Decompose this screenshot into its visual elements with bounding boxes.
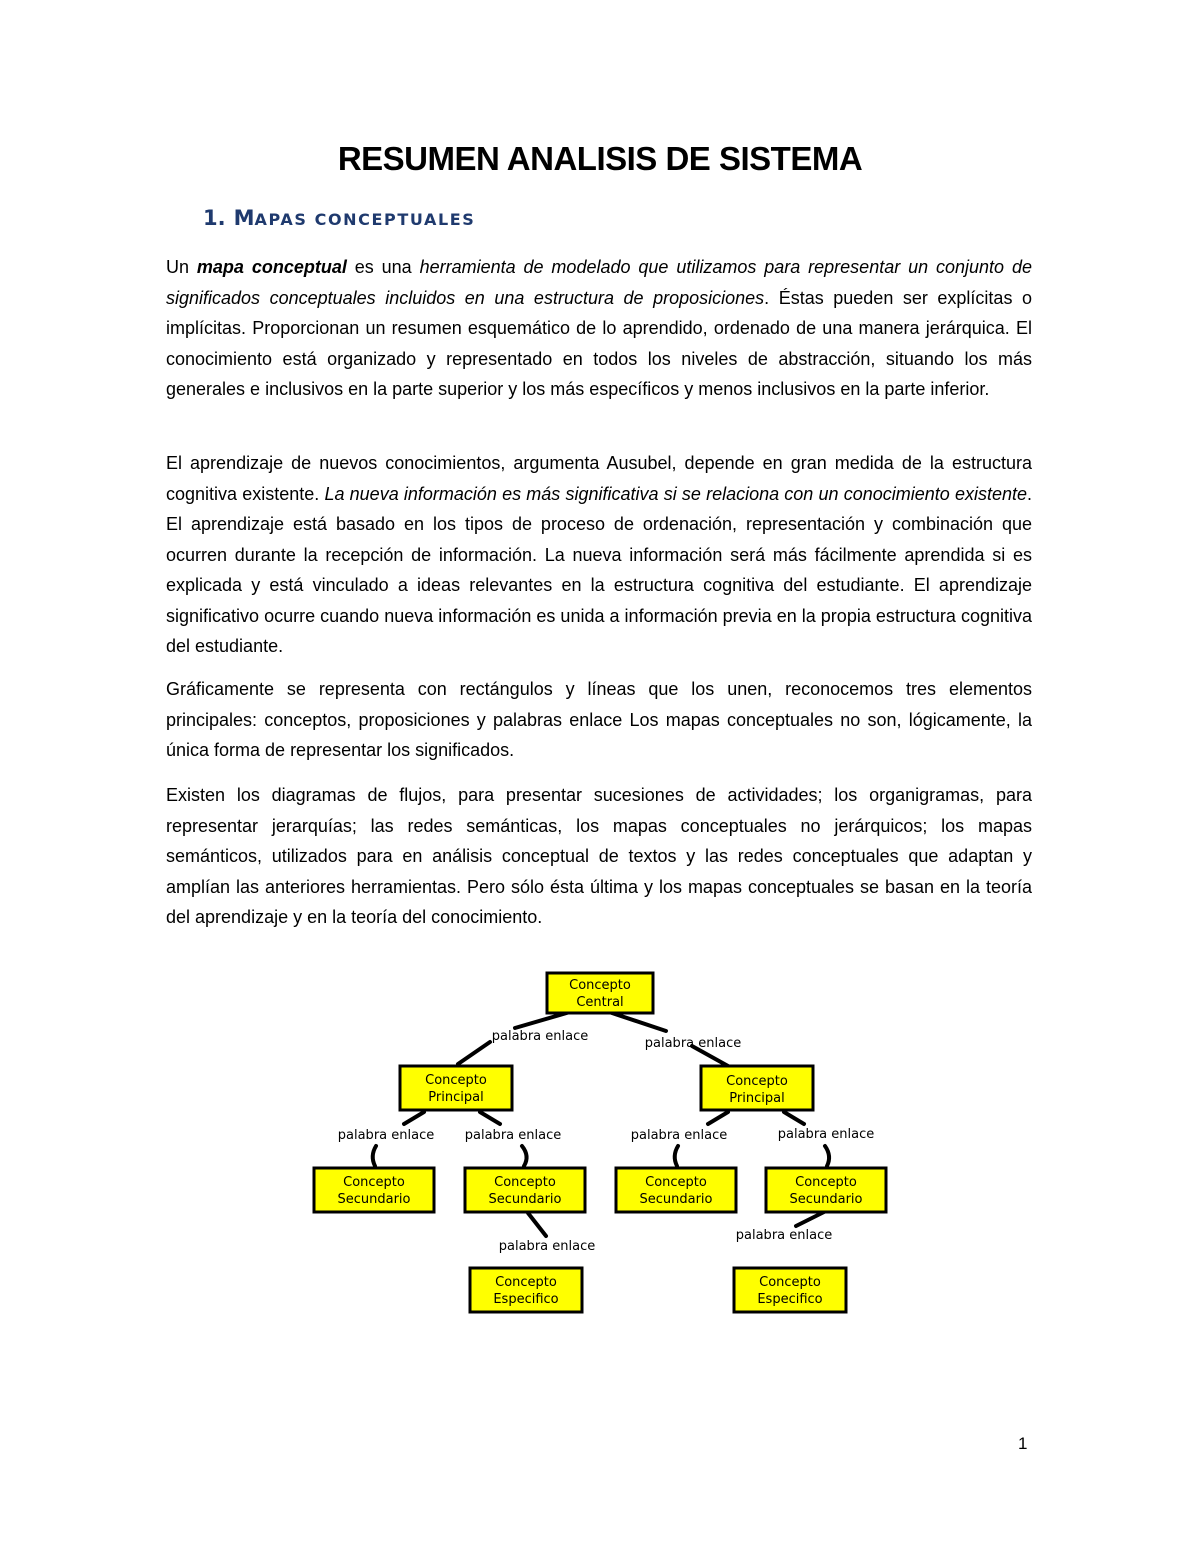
box-line-1: Concepto	[343, 1175, 405, 1190]
link-label: palabra enlace	[777, 1127, 875, 1142]
connector-pl-s2	[480, 1112, 500, 1124]
box-line-2: Central	[576, 995, 624, 1010]
text-run: . El aprendizaje está basado en los tipos de proceso de ordenación, representación y combinación que ocurren durante la recepción de información. La nueva información será más fácilmente aprendida si es explicada y está vinculado a ideas relevantes en la estructura cognitiva del estudiante. El aprendizaje significativo ocurre cuando nueva información es unida a información previa en la propia estructura cognitiva del estudiante.	[166, 483, 1032, 656]
concept-box-secundario-3	[616, 1168, 736, 1212]
box-line-2: Especifico	[493, 1292, 559, 1307]
link-label: palabra enlace	[644, 1036, 742, 1051]
section-heading	[203, 206, 475, 230]
link-label: palabra enlace	[491, 1029, 589, 1044]
box-line-2: Secundario	[488, 1192, 562, 1207]
concept-box-secundario-4	[766, 1168, 886, 1212]
concept-box-especifico-right	[734, 1268, 846, 1312]
concept-box-central	[547, 973, 653, 1013]
connector-pl-s2-lower	[522, 1146, 527, 1166]
box-line-1: Concepto	[759, 1275, 821, 1290]
connector-pr-s3-lower	[675, 1146, 678, 1166]
paragraph-1	[166, 252, 1032, 405]
concept-box-principal-right	[701, 1066, 813, 1110]
box-line-1: Concepto	[495, 1275, 557, 1290]
box-line-2: Principal	[729, 1091, 785, 1106]
paragraph-4: Existen los diagramas de flujos, para presentar sucesiones de actividades; los organigramas, para representar jerarquías; las redes semánticas, los mapas conceptuales no jerárquicos; los mapas semánticos, utilizados para en análisis conceptual de textos y las redes conceptuales que adaptan y amplían las anteriores herramientas. Pero sólo ésta última y los mapas conceptuales se basan en la teoría del aprendizaje y en la teoría del conocimiento.	[166, 785, 1032, 927]
connector-pr-s4	[784, 1112, 804, 1124]
text-run: El aprendizaje de nuevos conocimientos, argumenta Ausubel, depende en gran medida de la estructura cognitiva existente.	[166, 453, 1032, 504]
link-label: palabra enlace	[735, 1228, 833, 1243]
link-label: palabra enlace	[464, 1128, 562, 1143]
box-line-2: Especifico	[757, 1292, 823, 1307]
text-run: Un	[166, 257, 197, 277]
box-line-2: Secundario	[337, 1192, 411, 1207]
concept-map-diagram	[300, 960, 900, 1320]
connector-central-right	[612, 1013, 666, 1031]
link-labels	[338, 1029, 874, 1254]
emphasis-term: mapa conceptual	[196, 257, 347, 277]
link-label: palabra enlace	[337, 1128, 435, 1143]
section-title-initial: M	[233, 206, 255, 230]
link-label: palabra enlace	[630, 1128, 728, 1143]
concept-box-principal-left	[400, 1066, 512, 1110]
connector-central-left-lower	[458, 1042, 490, 1064]
page-number: 1	[1018, 1434, 1028, 1453]
link-label: palabra enlace	[498, 1239, 596, 1254]
concept-box-secundario-2	[465, 1168, 585, 1212]
box-line-1: Concepto	[425, 1073, 487, 1088]
box-line-1: Concepto	[645, 1175, 707, 1190]
box-line-2: Secundario	[639, 1192, 713, 1207]
connector-s2-e1	[528, 1213, 546, 1236]
box-line-1: Concepto	[569, 978, 631, 993]
box-line-1: Concepto	[726, 1074, 788, 1089]
italic-statement: La nueva información es más significativa si se relaciona con un conocimiento existente	[324, 483, 1027, 504]
section-title-rest: APAS CONCEPTUALES	[254, 210, 476, 229]
paragraph-3: Gráficamente se representa con rectángulos y líneas que los unen, reconocemos tres elementos principales: conceptos, proposiciones y palabras enlace Los mapas conceptuales no son, lógicamente, la única forma de representar los significados.	[166, 679, 1032, 760]
paragraph-2	[166, 448, 1032, 662]
text-run: es una	[346, 257, 420, 277]
connector-pr-s3	[708, 1112, 728, 1124]
box-line-2: Secundario	[789, 1192, 863, 1207]
text-run: . Éstas pueden ser explícitas o implícitas. Proporcionan un resumen esquemático de lo aprendido, ordenado de una manera jerárquica. El conocimiento está organizado y representado en todos los niveles de abstracción, situando los más generales e inclusivos en la parte superior y los más específicos y menos inclusivos en la parte inferior.	[166, 287, 1033, 399]
concept-box-secundario-1	[314, 1168, 434, 1212]
connector-pl-s1	[404, 1112, 424, 1124]
concept-box-especifico-left	[470, 1268, 582, 1312]
italic-definition: herramienta de modelado que utilizamos para representar un conjunto de significados conceptuales incluidos en una estructura de proposiciones	[166, 257, 1032, 308]
connector-lines	[373, 1012, 829, 1236]
box-line-1: Concepto	[795, 1175, 857, 1190]
connector-pr-s4-lower	[825, 1146, 829, 1166]
box-line-1: Concepto	[494, 1175, 556, 1190]
document-title: RESUMEN ANALISIS DE SISTEMA	[337, 140, 863, 177]
section-number: 1.	[203, 206, 226, 230]
box-line-2: Principal	[428, 1090, 484, 1105]
connector-pl-s1-lower	[373, 1146, 376, 1166]
